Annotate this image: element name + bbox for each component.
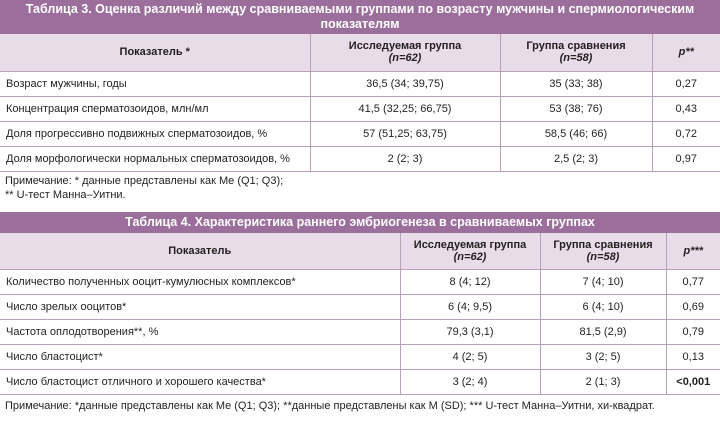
- table4-header-indicator: Показатель: [0, 233, 400, 269]
- study-value: 41,5 (32,25; 66,75): [310, 96, 500, 121]
- p-value: <0,001: [666, 369, 720, 394]
- row-label: Частота оплодотворения**, %: [0, 319, 400, 344]
- study-value: 2 (2; 3): [310, 146, 500, 171]
- table3-header-control: Группа сравнения (n=58): [500, 34, 652, 71]
- table-row: [0, 269, 720, 294]
- table4-header-row: [0, 233, 720, 269]
- table-row: [0, 319, 720, 344]
- row-label: Число бластоцист отличного и хорошего качества*: [0, 369, 400, 394]
- row-label: Концентрация сперматозоидов, млн/мл: [0, 96, 310, 121]
- p-value: 0,72: [652, 121, 720, 146]
- p-value: 0,27: [652, 71, 720, 96]
- table-row: [0, 344, 720, 369]
- study-value: 57 (51,25; 63,75): [310, 121, 500, 146]
- control-value: 7 (4; 10): [540, 269, 666, 294]
- control-value: 53 (38; 76): [500, 96, 652, 121]
- p-value: 0,77: [666, 269, 720, 294]
- p-value: 0,79: [666, 319, 720, 344]
- row-label: Возраст мужчины, годы: [0, 71, 310, 96]
- table4-title: Таблица 4. Характеристика раннего эмбриогенеза в сравниваемых группах: [0, 212, 720, 233]
- control-value: 2 (1; 3): [540, 369, 666, 394]
- study-value: 3 (2; 4): [400, 369, 540, 394]
- table3-header-row: [0, 34, 720, 71]
- table3-header-indicator: Показатель *: [0, 34, 310, 71]
- control-value: 81,5 (2,9): [540, 319, 666, 344]
- study-value: 4 (2; 5): [400, 344, 540, 369]
- study-value: 79,3 (3,1): [400, 319, 540, 344]
- p-value: 0,97: [652, 146, 720, 171]
- control-value: 35 (33; 38): [500, 71, 652, 96]
- control-value: 6 (4; 10): [540, 294, 666, 319]
- table3: [0, 34, 720, 171]
- p-value: 0,13: [666, 344, 720, 369]
- table3-title: Таблица 3. Оценка различий между сравниваемыми группами по возрасту мужчины и спермиологическим показателям: [0, 0, 720, 34]
- p-value: 0,69: [666, 294, 720, 319]
- control-value: 58,5 (46; 66): [500, 121, 652, 146]
- study-value: 36,5 (34; 39,75): [310, 71, 500, 96]
- study-value: 6 (4; 9,5): [400, 294, 540, 319]
- table3-note-line2: ** U-тест Манна–Уитни.: [5, 189, 126, 201]
- table-row: [0, 146, 720, 171]
- table4-header-control: Группа сравнения (n=58): [540, 233, 666, 269]
- table4-header-p: p***: [666, 233, 720, 269]
- table-row: [0, 121, 720, 146]
- p-value: 0,43: [652, 96, 720, 121]
- table-row: [0, 71, 720, 96]
- table4-note: [0, 394, 720, 415]
- table3-note-line1: Примечание: * данные представлены как Me (Q1; Q3);: [5, 175, 284, 187]
- control-value: 2,5 (2; 3): [500, 146, 652, 171]
- table-row: [0, 369, 720, 394]
- row-label: Количество полученных ооцит-кумулюсных комплексов*: [0, 269, 400, 294]
- table4: [0, 233, 720, 394]
- table4-header-study: Исследуемая группа (n=62): [400, 233, 540, 269]
- table3-header-p: p**: [652, 34, 720, 71]
- row-label: Число бластоцист*: [0, 344, 400, 369]
- control-value: 3 (2; 5): [540, 344, 666, 369]
- table3-header-study: Исследуемая группа (n=62): [310, 34, 500, 71]
- row-label: Доля прогрессивно подвижных сперматозоидов, %: [0, 121, 310, 146]
- study-value: 8 (4; 12): [400, 269, 540, 294]
- table4-note-text: Примечание: *данные представлены как Me (Q1; Q3); **данные представлены как M (SD); *** U-тест Манна–Уитни, хи-квадрат.: [5, 400, 655, 412]
- table3-note: [0, 171, 720, 204]
- table-row: [0, 294, 720, 319]
- row-label: Доля морфологически нормальных сперматозоидов, %: [0, 146, 310, 171]
- table-row: [0, 96, 720, 121]
- row-label: Число зрелых ооцитов*: [0, 294, 400, 319]
